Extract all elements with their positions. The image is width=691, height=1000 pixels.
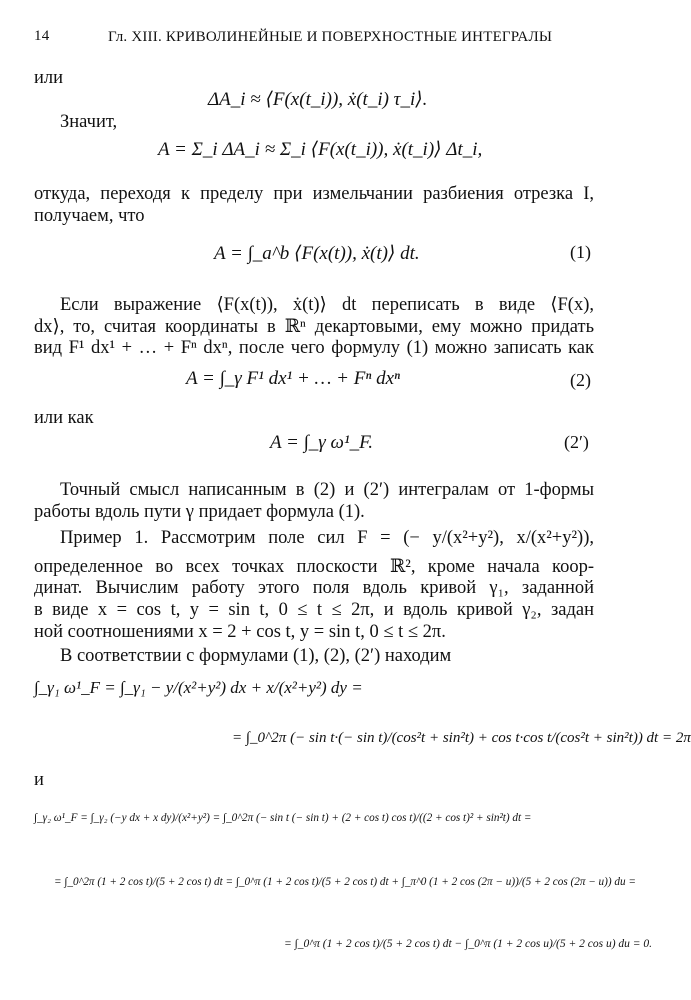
equation-delta-a-text: ΔA_i ≈ ⟨F(x(t_i)), ẋ(t_i) τ_i⟩. bbox=[208, 89, 428, 110]
example-line1: Пример 1. Рассмотрим поле сил F = (− y/(x²+y²), x/(x²+y²)), bbox=[60, 528, 594, 548]
equation-2-prime-text: A = ∫_γ ω¹_F. bbox=[270, 432, 374, 453]
example-line4: в виде x = cos t, y = sin t, 0 ≤ t ≤ 2π, и вдоль кривой γ₂, задан bbox=[34, 600, 594, 620]
equation-2-text: A = ∫_γ F¹ dx¹ + … + Fⁿ dxⁿ bbox=[186, 368, 401, 389]
integral-gamma2-line1-text: ∫_γ₂ ω¹_F = ∫_γ₂ (−y dx + x dy)/(x²+y²) = ∫_0^2π (− sin t (− sin t) + (2 + cos t) cos t)/((2 + cos t)² + sin²t) dt = bbox=[34, 812, 532, 824]
equation-1-text: A = ∫_a^b ⟨F(x(t)), ẋ(t)⟩ dt. bbox=[214, 243, 420, 264]
integral-gamma2-line3-text: = ∫_0^π (1 + 2 cos t)/(5 + 2 cos t) dt − ∫_0^π (1 + 2 cos u)/(5 + 2 cos u) du = 0. bbox=[284, 938, 653, 950]
equation-1-number: (1) bbox=[570, 242, 591, 262]
example-line5: ной соотношениями x = 2 + cos t, y = sin t, 0 ≤ t ≤ 2π. bbox=[34, 622, 446, 642]
equation-2 bbox=[186, 368, 400, 390]
paragraph-rewrite-line2: dx⟩, то, считая координаты в ℝⁿ декартовыми, ему можно придать bbox=[34, 317, 594, 337]
phrase-ili-kak: или как bbox=[34, 408, 94, 428]
paragraph-meaning-line2: работы вдоль пути γ придает формула (1). bbox=[34, 502, 365, 522]
integral-gamma1-line1 bbox=[34, 678, 363, 698]
integral-gamma2-line1 bbox=[34, 812, 531, 824]
page-number: 14 bbox=[34, 28, 50, 44]
paragraph-limit-line2: получаем, что bbox=[34, 206, 145, 226]
paragraph-rewrite-line1: Если выражение ⟨F(x(t)), ẋ(t)⟩ dt переписать в виде ⟨F(x), bbox=[60, 295, 594, 315]
equation-sum-text: A = Σ_i ΔA_i ≈ Σ_i ⟨F(x(t_i)), ẋ(t_i)⟩ Δt_i, bbox=[158, 139, 483, 160]
paragraph-limit-line1: откуда, переходя к пределу при измельчании разбиения отрезка I, bbox=[34, 184, 594, 204]
equation-2-number: (2) bbox=[570, 370, 591, 390]
equation-delta-a bbox=[208, 88, 427, 111]
paragraph-rewrite-line3: вид F¹ dx¹ + … + Fⁿ dxⁿ, после чего формулу (1) можно записать как bbox=[34, 338, 594, 358]
integral-gamma1-line1-text: ∫_γ₁ ω¹_F = ∫_γ₁ − y/(x²+y²) dx + x/(x²+y²) dy = bbox=[34, 678, 363, 697]
equation-sum bbox=[158, 138, 482, 161]
equation-2-prime-number: (2′) bbox=[564, 432, 589, 452]
equation-2-prime bbox=[270, 432, 373, 454]
running-header: Гл. XIII. КРИВОЛИНЕЙНЫЕ И ПОВЕРХНОСТНЫЕ ИНТЕГРАЛЫ bbox=[108, 29, 553, 45]
paragraph-meaning-line1: Точный смысл написанным в (2) и (2′) интегралам от 1-формы bbox=[60, 480, 594, 500]
example-line6: В соответствии с формулами (1), (2), (2′) находим bbox=[60, 646, 452, 666]
word-znachit: Значит, bbox=[60, 112, 118, 132]
example-line3: динат. Вычислим работу этого поля вдоль кривой γ₁, заданной bbox=[34, 578, 594, 598]
equation-1 bbox=[214, 242, 420, 265]
word-ili: или bbox=[34, 68, 64, 88]
integral-gamma2-line2-text: = ∫_0^2π (1 + 2 cos t)/(5 + 2 cos t) dt = ∫_0^π (1 + 2 cos t)/(5 + 2 cos t) dt + ∫_π^0 (1 + 2 cos (2π − u))/(5 + 2 cos (2π − u)) du = bbox=[54, 876, 636, 888]
example-line2: определенное во всех точках плоскости ℝ², кроме начала коор- bbox=[34, 557, 594, 577]
integral-gamma1-line2-text: = ∫_0^2π (− sin t·(− sin t)/(cos²t + sin²t) + cos t·cos t/(cos²t + sin²t)) dt = 2π bbox=[232, 730, 691, 746]
integral-gamma1-line2 bbox=[232, 730, 691, 747]
conjunction-i: и bbox=[34, 770, 44, 790]
integral-gamma2-line3 bbox=[284, 938, 652, 950]
integral-gamma2-line2 bbox=[54, 876, 636, 888]
